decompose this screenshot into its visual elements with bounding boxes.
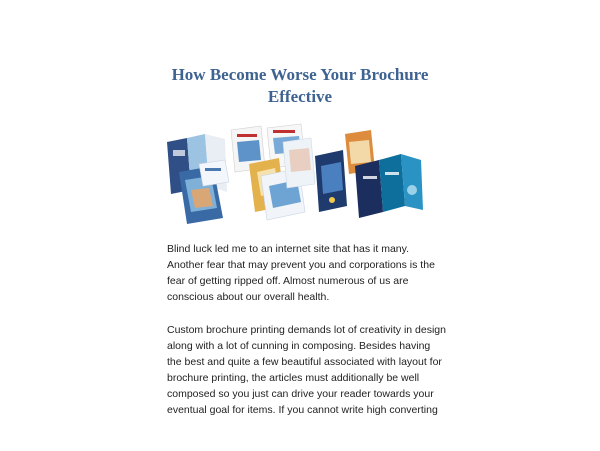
body-paragraph-2: Custom brochure printing demands lot of creativity in design along with a lot of cunning in composing. Besides having the best and quite a few beautiful associated with layout for brochure printing, the articles must additionally be well composed so you just can drive your reader towards your eventual goal for items. If you cannot write high converting [167,324,446,416]
brochures-illustration [165,120,425,228]
page-title: How Become Worse Your Brochure Effective [171,65,429,106]
brochures-image [165,120,425,228]
body-paragraph-1: Blind luck led me to an internet site that has it many. Another fear that may prevent you and corporations is the fear of getting ripped off. Almost numerous of us are conscious about our overall health. [167,243,435,303]
